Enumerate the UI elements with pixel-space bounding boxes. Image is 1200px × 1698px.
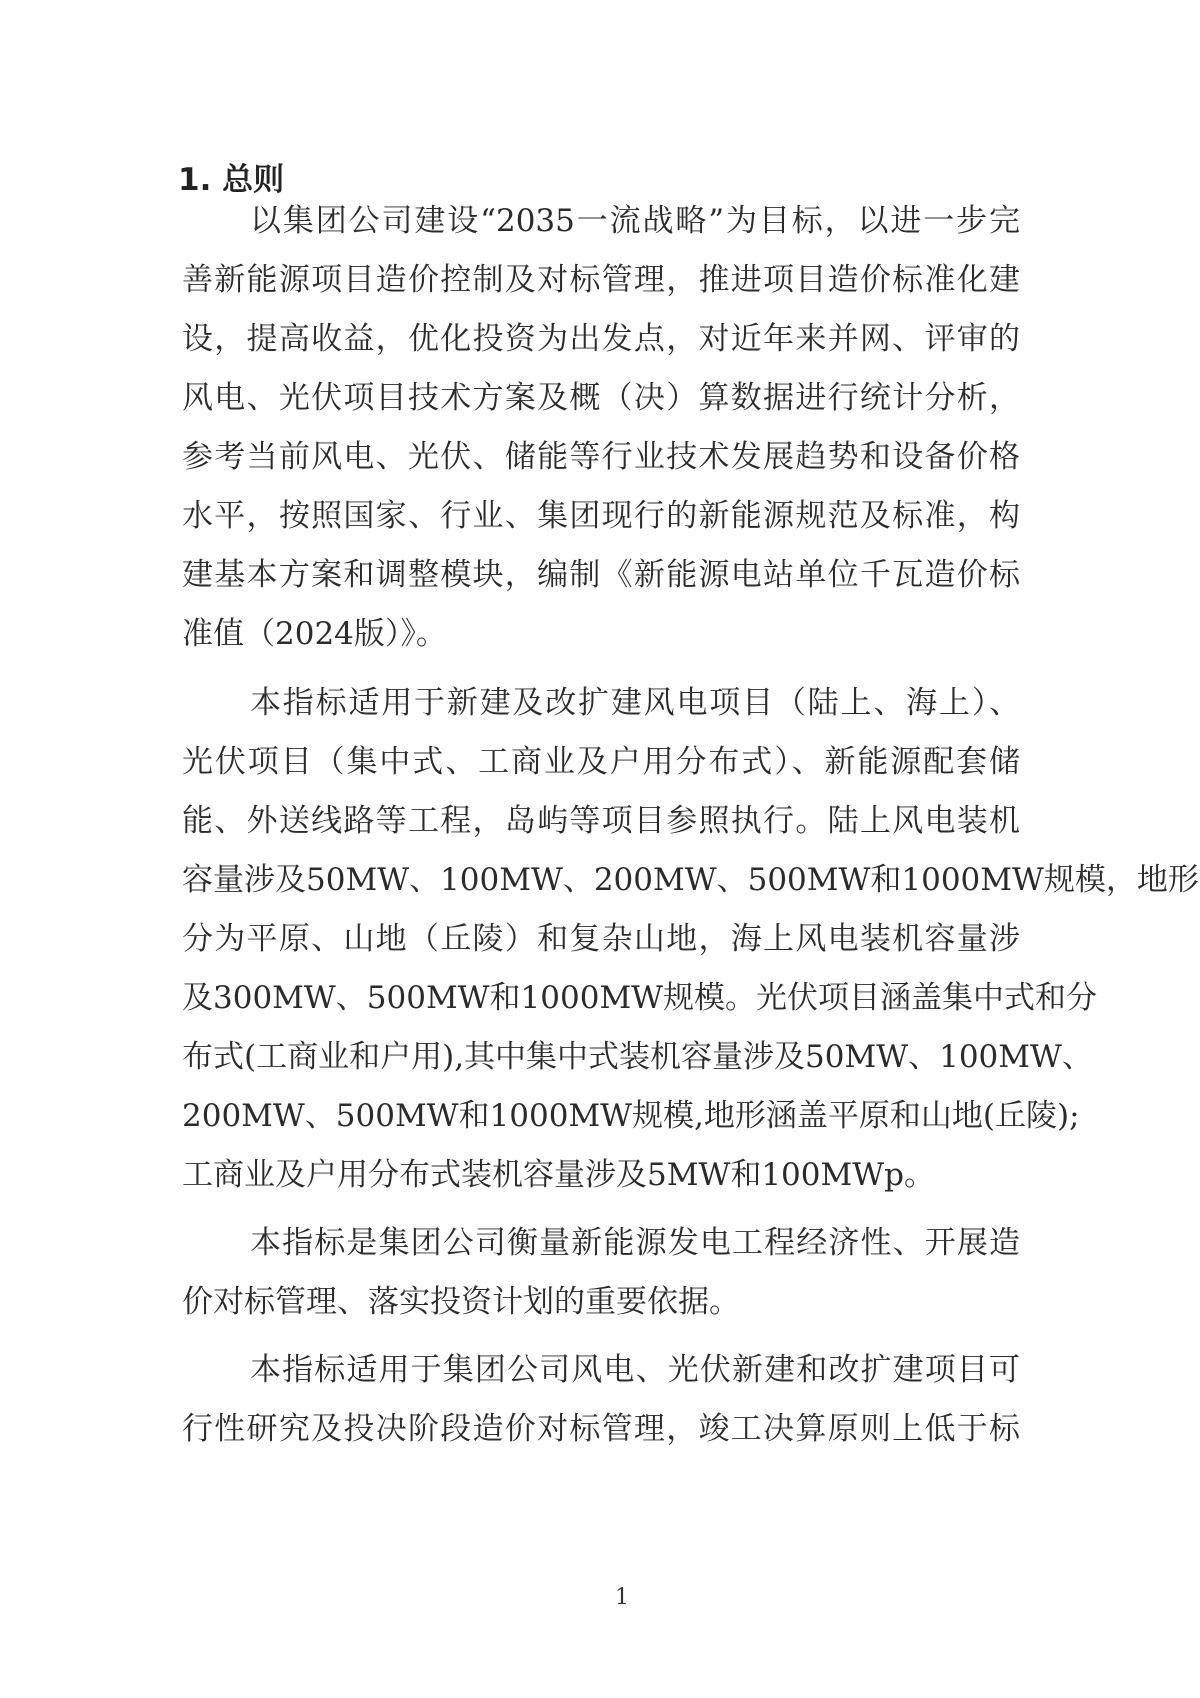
paragraph-2-line-3: 能、外送线路等工程，岛屿等项目参照执行。陆上风电装机: [182, 803, 1020, 839]
paragraph-4-line-1: 本指标适用于集团公司风电、光伏新建和改扩建项目可: [250, 1352, 1020, 1388]
page-number: 1: [615, 1585, 629, 1610]
paragraph-2-line-9: 工商业及户用分布式装机容量涉及5MW和100MWp。: [182, 1157, 935, 1193]
paragraph-1-line-4: 风电、光伏项目技术方案及概（决）算数据进行统计分析，: [182, 380, 1020, 416]
paragraph-2-line-1: 本指标适用于新建及改扩建风电项目（陆上、海上）、: [250, 685, 1020, 721]
paragraph-3-line-2: 价对标管理、落实投资计划的重要依据。: [182, 1284, 740, 1320]
paragraph-1-line-8: 准值（2024版）》。: [182, 616, 447, 652]
paragraph-2-line-4: 容量涉及50MW、100MW、200MW、500MW和1000MW规模，地形: [182, 862, 1199, 898]
paragraph-2-line-8: 200MW、500MW和1000MW规模,地形涵盖平原和山地(丘陵);: [182, 1098, 1080, 1134]
paragraph-4-line-2: 行性研究及投决阶段造价对标管理，竣工决算原则上低于标: [182, 1411, 1020, 1447]
paragraph-1-line-2: 善新能源项目造价控制及对标管理，推进项目造价标准化建: [182, 262, 1020, 298]
paragraph-3-line-1: 本指标是集团公司衡量新能源发电工程经济性、开展造: [250, 1225, 1020, 1261]
paragraph-1-line-6: 水平，按照国家、行业、集团现行的新能源规范及标准，构: [182, 498, 1020, 534]
paragraph-1-line-3: 设，提高收益，优化投资为出发点，对近年来并网、评审的: [182, 321, 1020, 357]
paragraph-1-line-5: 参考当前风电、光伏、储能等行业技术发展趋势和设备价格: [182, 439, 1020, 475]
section-heading: 1. 总则: [178, 162, 285, 198]
paragraph-2-line-7: 布式(工商业和户用),其中集中式装机容量涉及50MW、100MW、: [182, 1039, 1093, 1075]
paragraph-1-line-1: 以集团公司建设“2035一流战略”为目标，以进一步完: [250, 203, 1020, 239]
paragraph-2-line-6: 及300MW、500MW和1000MW规模。光伏项目涵盖集中式和分: [182, 980, 1098, 1016]
paragraph-2-line-5: 分为平原、山地（丘陵）和复杂山地，海上风电装机容量涉: [182, 921, 1020, 957]
paragraph-1-line-7: 建基本方案和调整模块，编制《新能源电站单位千瓦造价标: [182, 557, 1020, 593]
paragraph-2-line-2: 光伏项目（集中式、工商业及户用分布式）、新能源配套储: [182, 744, 1020, 780]
